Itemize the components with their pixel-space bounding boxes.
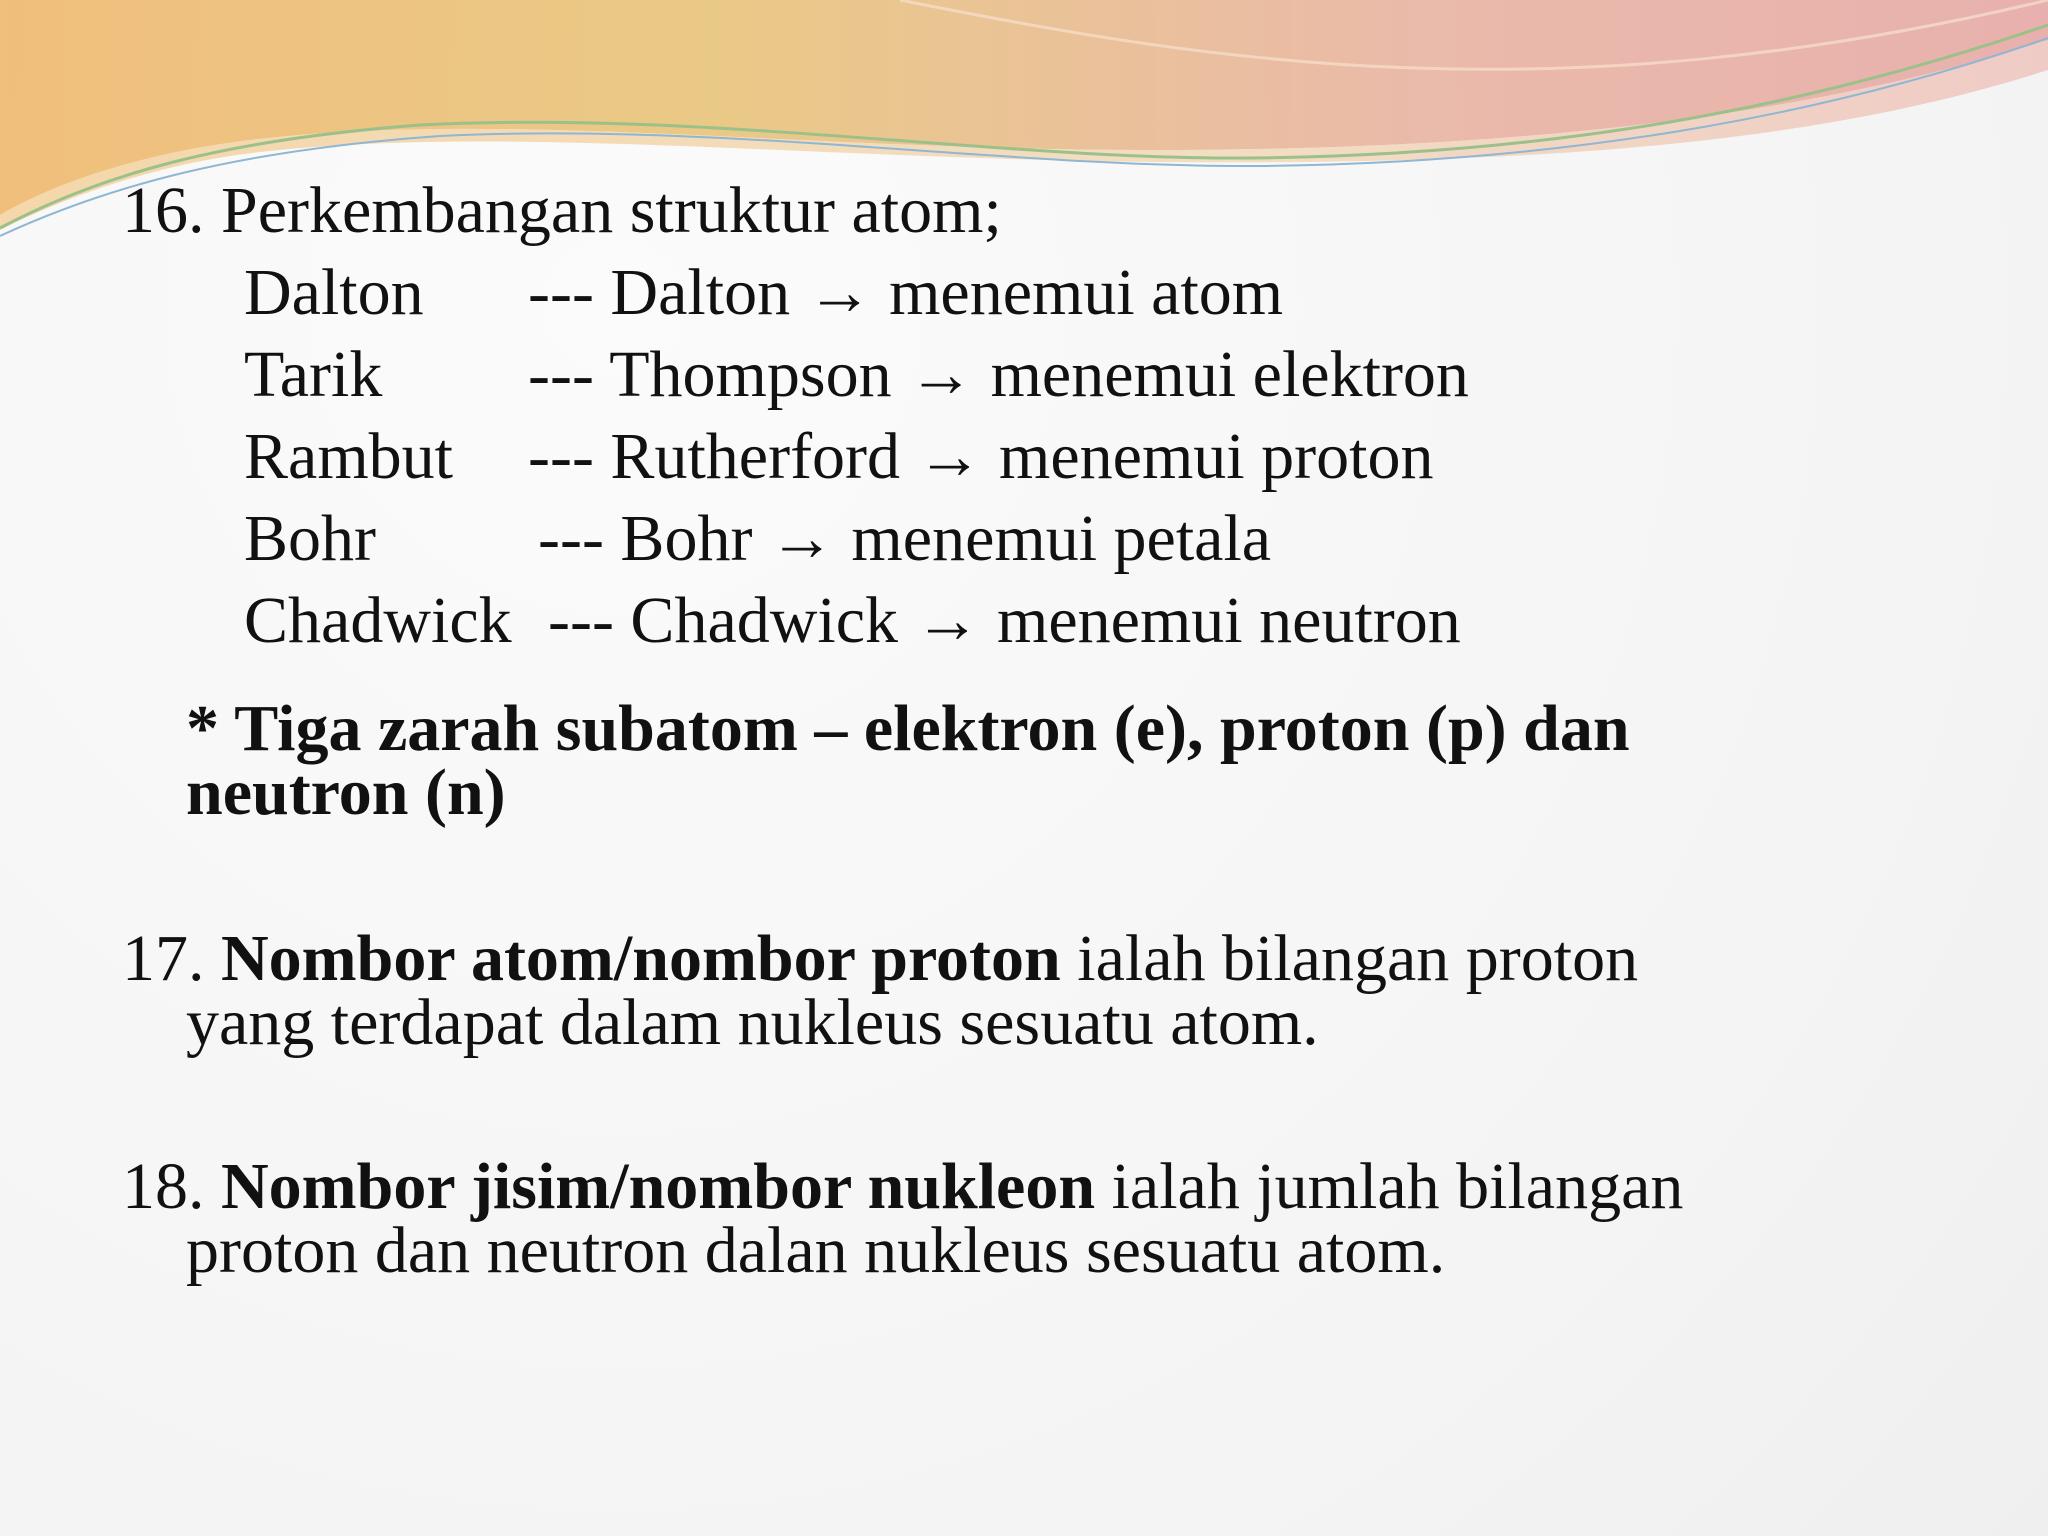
model-desc-tarik: --- Thompson → menemui elektron [528,338,1469,411]
item-17-number: 17. [122,922,221,995]
subatomic-note-line2: neutron (n) [186,756,506,829]
model-desc-chadwick: --- Chadwick → menemui neutron [548,584,1461,657]
item-16-heading: 16. Perkembangan struktur atom; [122,174,1002,247]
item-17-line2: yang terdapat dalam nukleus sesuatu atom. [186,986,1319,1059]
item-17-rest: ialah bilangan proton [1060,922,1639,995]
item-18-line2: proton dan neutron dalan nukleus sesuatu atom. [186,1214,1446,1287]
item-18-rest: ialah jumlah bilangan [1095,1150,1684,1223]
model-name-bohr: Bohr [244,502,376,575]
model-desc-rambut: --- Rutherford → menemui proton [528,420,1434,493]
item-18-line1 [122,1150,1684,1223]
model-name-dalton: Dalton [244,256,424,329]
item-18-number: 18. [122,1150,221,1223]
model-name-chadwick: Chadwick [244,584,512,657]
model-desc-bohr: --- Bohr → menemui petala [538,502,1272,575]
item-17-line1 [122,922,1639,995]
model-desc-dalton: --- Dalton → menemui atom [528,256,1284,329]
subatomic-note-line1: * Tiga zarah subatom – elektron (e), proton (p) dan [186,692,1630,765]
item-18-term: Nombor jisim/nombor nukleon [221,1150,1096,1223]
model-name-tarik: Tarik [244,338,383,411]
item-17-term: Nombor atom/nombor proton [221,922,1061,995]
model-name-rambut: Rambut [244,420,453,493]
